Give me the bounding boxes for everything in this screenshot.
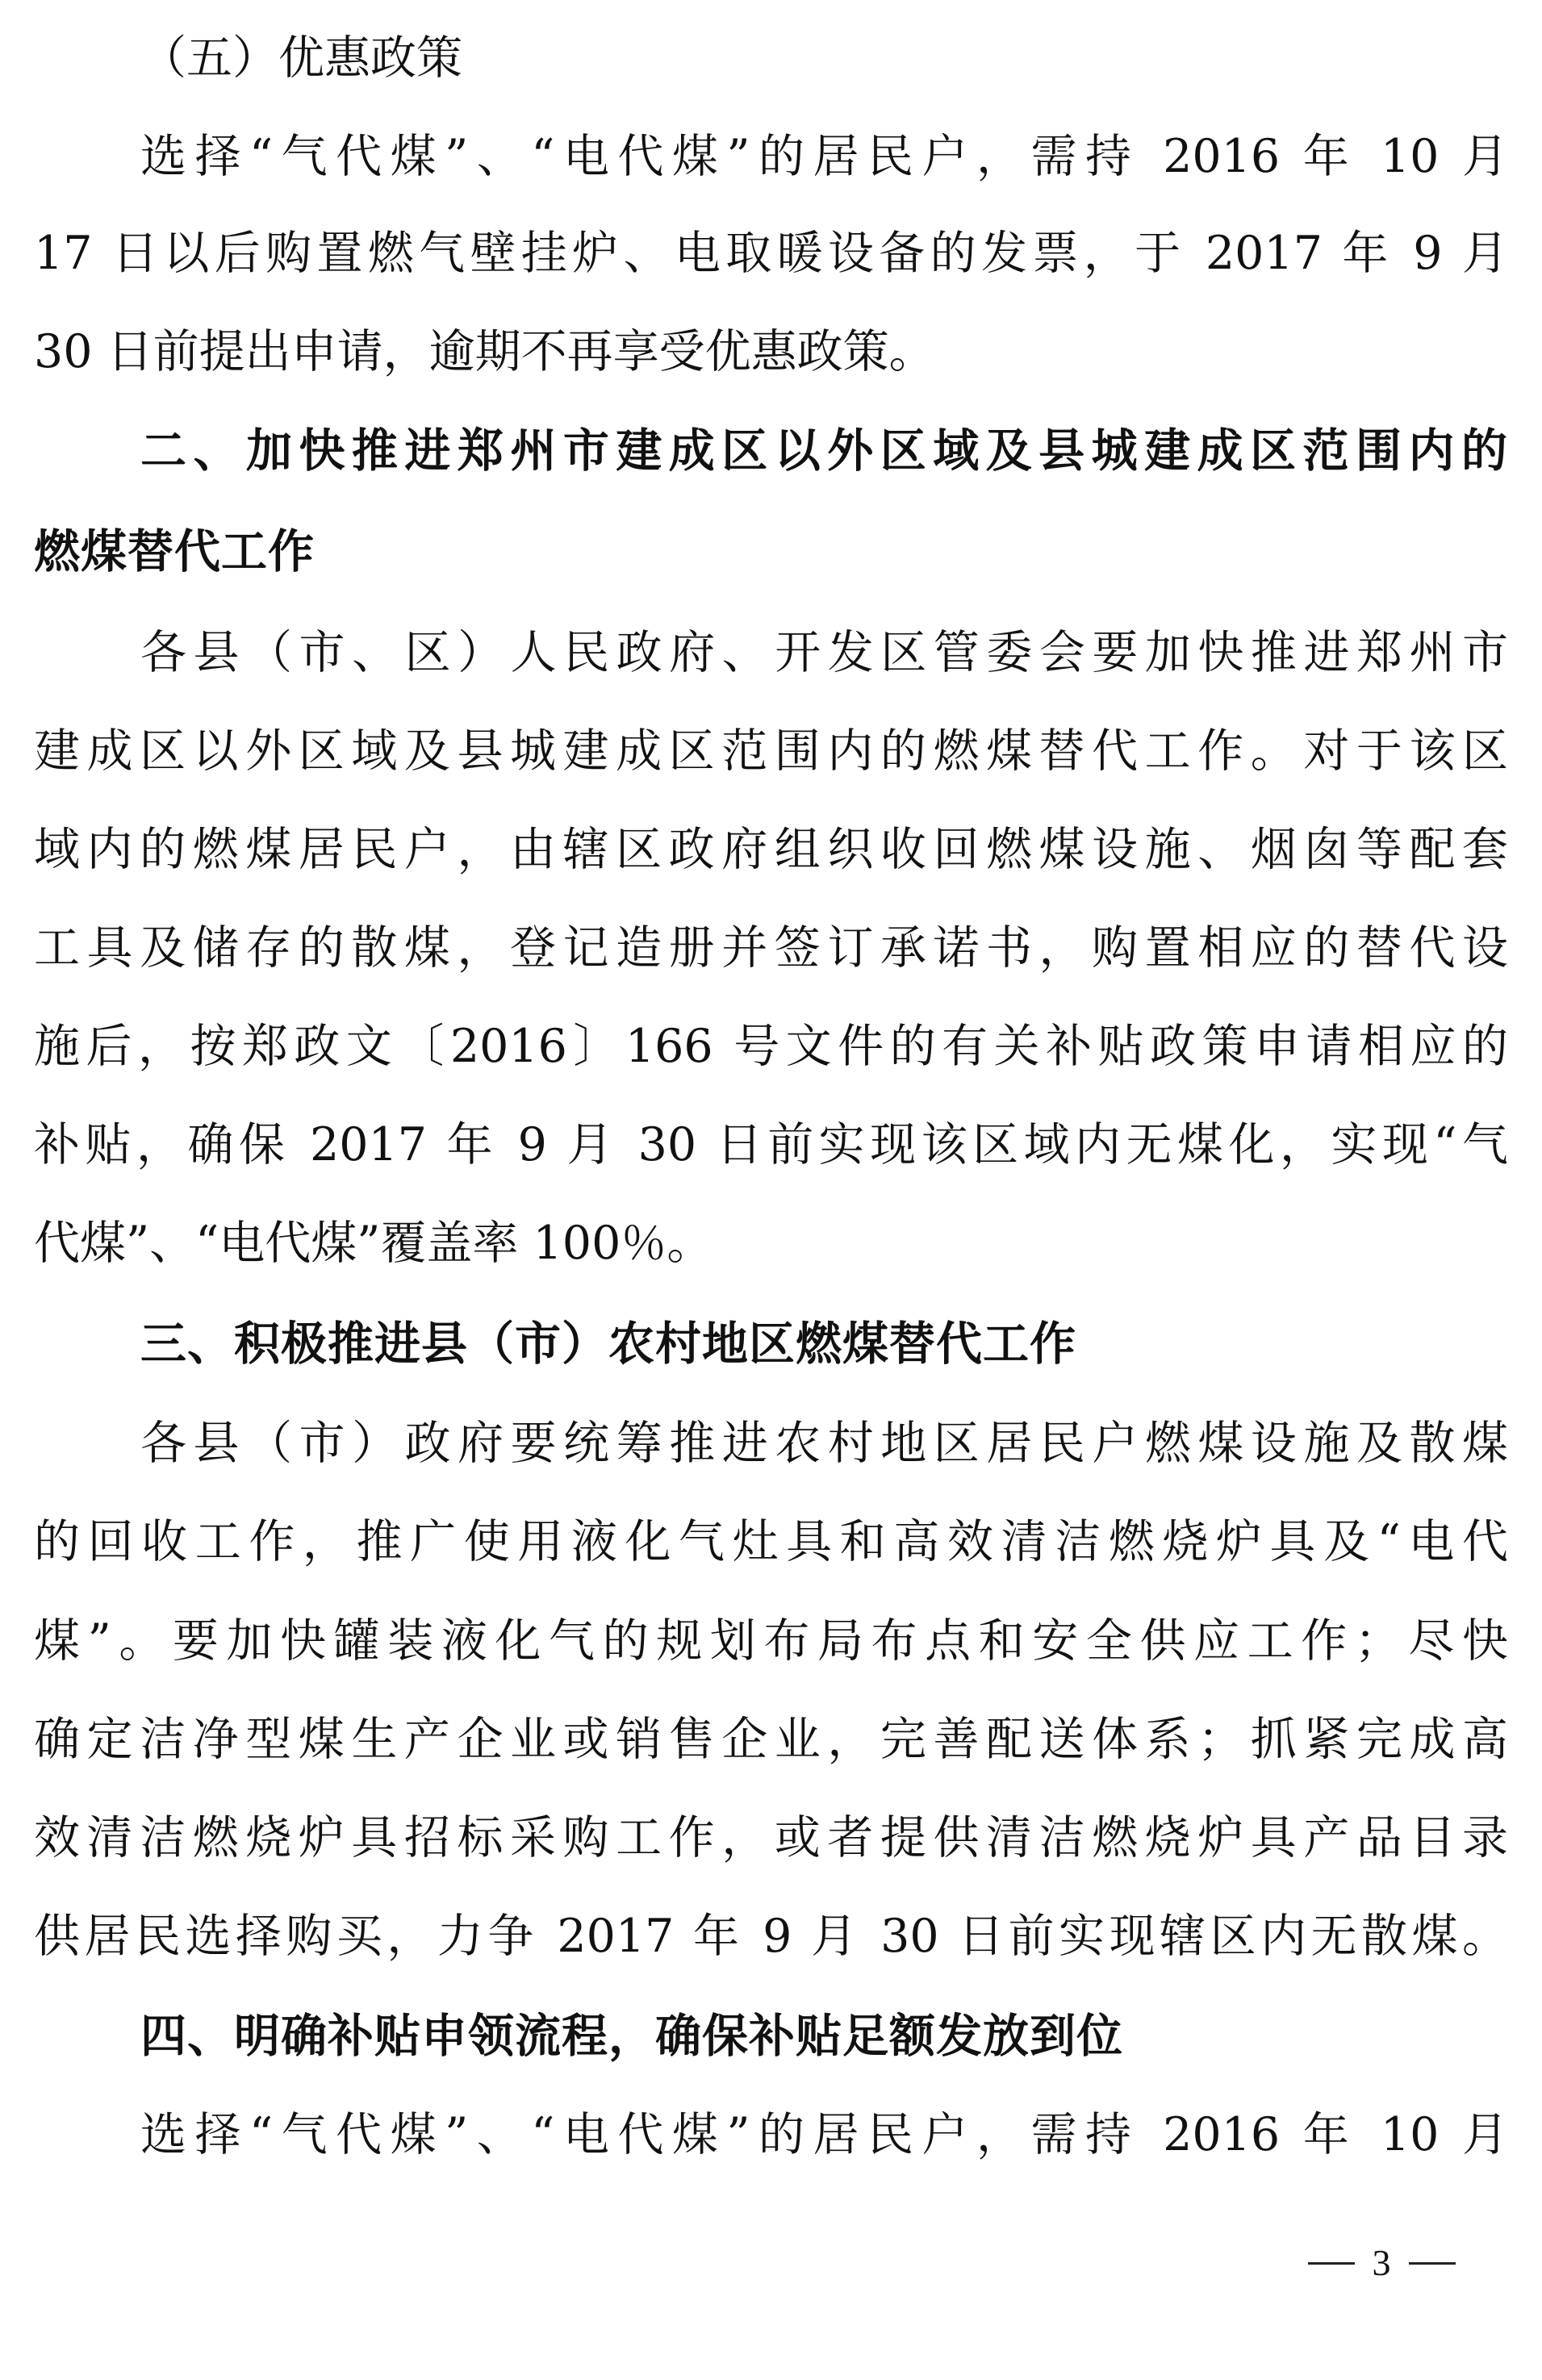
paragraph-3-line-6: 供居民选择购买，力争 2017 年 9 月 30 日前实现辖区内无散煤。 <box>34 1910 1508 1963</box>
paragraph-3-line-2: 的回收工作，推广使用液化气灶具和高效清洁燃烧炉具及“电代 <box>34 1515 1508 1568</box>
page-number-right-dash <box>1409 2262 1456 2265</box>
page-number-value: 3 <box>1372 2242 1391 2283</box>
page-number-left-dash <box>1308 2262 1355 2265</box>
paragraph-2-line-3: 域内的燃煤居民户，由辖区政府组织收回燃煤设施、烟囱等配套 <box>34 823 1508 876</box>
page-number <box>1285 2235 1478 2291</box>
paragraph-2-line-1: 各县（市、区）人民政府、开发区管委会要加快推进郑州市 <box>140 626 1508 679</box>
section-3-heading: 三、积极推进县（市）农村地区燃煤替代工作 <box>140 1317 1076 1371</box>
paragraph-2-line-2: 建成区以外区域及县城建成区范围内的燃煤替代工作。对于该区 <box>34 724 1508 778</box>
section-2-heading-line-1: 二、加快推进郑州市建成区以外区域及县城建成区范围内的 <box>140 424 1508 478</box>
paragraph-2-line-4: 工具及储存的散煤，登记造册并签订承诺书，购置相应的替代设 <box>34 921 1508 975</box>
paragraph-2-line-6: 补贴，确保 2017 年 9 月 30 日前实现该区域内无煤化，实现“气 <box>34 1118 1508 1171</box>
paragraph-1-line-1: 选择“气代煤”、“电代煤”的居民户，需持 2016 年 10 月 <box>140 130 1508 183</box>
section-4-heading: 四、明确补贴申领流程，确保补贴足额发放到位 <box>140 2010 1123 2063</box>
paragraph-4-line-1: 选择“气代煤”、“电代煤”的居民户，需持 2016 年 10 月 <box>140 2108 1508 2161</box>
section-5-title: （五）优惠政策 <box>140 31 462 85</box>
paragraph-3-line-3: 煤”。要加快罐装液化气的规划布局布点和安全供应工作；尽快 <box>34 1614 1508 1668</box>
paragraph-3-line-4: 确定洁净型煤生产企业或销售企业，完善配送体系；抓紧完成高 <box>34 1713 1508 1766</box>
paragraph-1-line-2: 17 日以后购置燃气壁挂炉、电取暖设备的发票，于 2017 年 9 月 <box>34 227 1508 280</box>
paragraph-1-line-3: 30 日前提出申请，逾期不再享受优惠政策。 <box>34 325 935 378</box>
paragraph-2-line-7: 代煤”、“电代煤”覆盖率 100％。 <box>34 1217 713 1270</box>
paragraph-3-line-5: 效清洁燃烧炉具招标采购工作，或者提供清洁燃烧炉具产品目录 <box>34 1811 1508 1864</box>
paragraph-2-line-5: 施后，按郑政文〔2016〕166 号文件的有关补贴政策申请相应的 <box>34 1020 1508 1073</box>
paragraph-3-line-1: 各县（市）政府要统筹推进农村地区居民户燃煤设施及散煤 <box>140 1417 1508 1470</box>
section-2-heading-line-2: 燃煤替代工作 <box>34 525 315 578</box>
